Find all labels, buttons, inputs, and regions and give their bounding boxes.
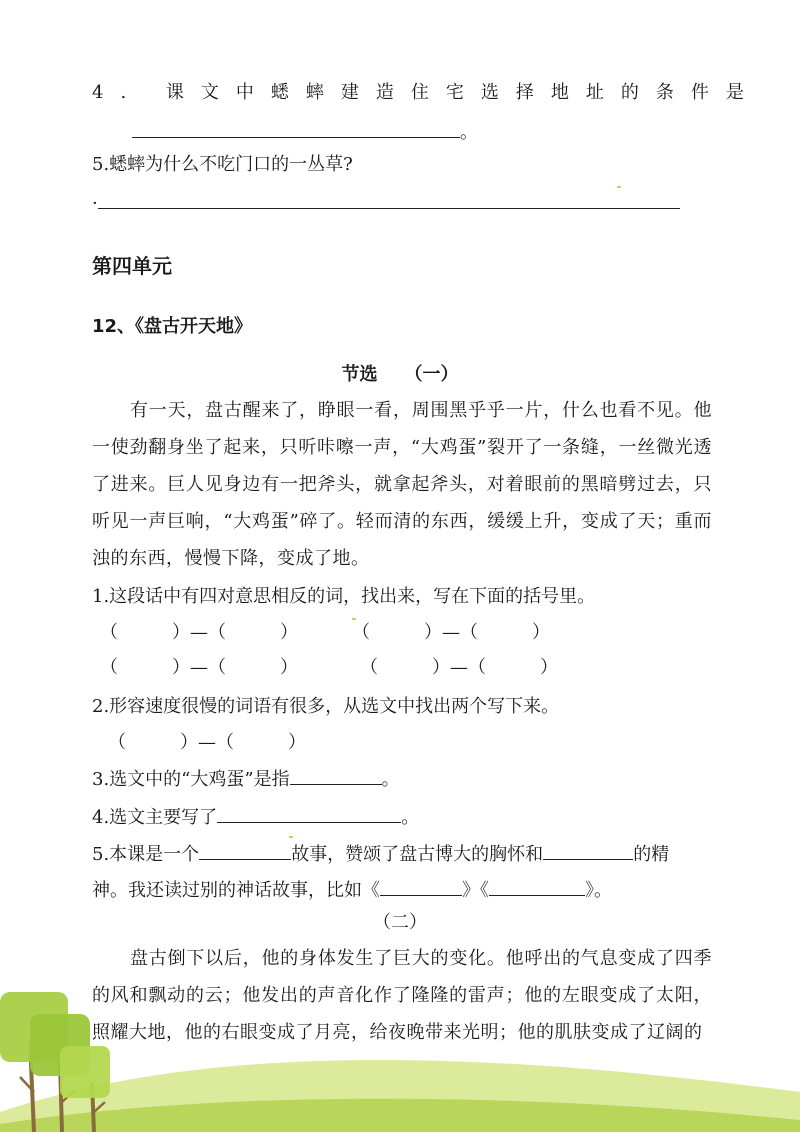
answer-blank [380,877,462,896]
answer-blank [489,877,585,896]
q4-text: 4.选文主要写了 [92,807,218,828]
speck [352,618,356,620]
s1-question-1: 1.这段话中有四对意思相反的词，找出来，写在下面的括号里。 [92,586,596,607]
q5-text-a: 5.本课是一个 [92,844,200,865]
s1-question-4 [92,803,419,829]
q5-text-d: 神。我还读过别的神话故事，比如《 [92,880,380,901]
q5-text-e: 》《 [462,880,489,901]
question-5-text: 5.蟋蟀为什么不吃门口的一丛草? [92,154,353,175]
question-4-end: 。 [460,122,478,143]
q5-text-c: 的精 [633,844,670,865]
antonym-pair-3: （ ）—（ ） [100,657,298,678]
question-4-answer-line [132,118,478,144]
answer-prefix-dot: · [92,193,98,214]
unit-title: 第四单元 [92,254,172,278]
tree-hill-decoration-icon [0,942,800,1132]
speck [289,836,293,838]
section-2-paragraph: 盘古倒下以后，他的身体发生了巨大的变化。他呼出的气息变成了四季的风和飘动的云；他发出的声音化作了隆隆的雷声；他的左眼变成了太阳，照耀大地，他的右眼变成了月亮，给夜晚带来光明；他的肌肤变成了辽阔的 [92,948,712,1043]
answer-blank [290,766,382,785]
question-4-text: 4. 课文中蟋蟀建造住宅选择地址的条件是 [92,82,761,103]
section-1-paragraph: 有一天，盘古醒来了，睁眼一看，周围黑乎乎一片，什么也看不见。他一使劲翻身坐了起来，只听咔嚓一声，“大鸡蛋”裂开了一条缝，一丝微光透了进来。巨人见身边有一把斧头，就拿起斧头，对着眼前的黑暗劈过去，只听见一声巨响，“大鸡蛋”碎了。轻而清的东西，缓缓上升，变成了天；重而浊的东西，慢慢下降，变成了地。 [92,400,712,569]
s1-question-5-cont [92,876,612,902]
q4-end: 。 [401,807,420,828]
answer-blank [217,804,401,823]
s1-question-3 [92,765,400,791]
answer-blank [543,841,633,860]
section-2-title: （二） [373,912,427,933]
antonym-pair-1: （ ）—（ ） [100,622,298,643]
q5-text-f: 》。 [585,880,612,901]
q5-text-b: 故事，赞颂了盘古博大的胸怀和 [291,844,544,865]
slow-words-pair: （ ）—（ ） [108,732,306,753]
q3-text: 3.选文中的“大鸡蛋”是指 [92,769,290,790]
speck [617,186,621,188]
section-1-title: 节选 （一） [341,364,459,385]
antonym-pair-2: （ ）—（ ） [352,622,550,643]
answer-blank [199,841,291,860]
antonym-pair-4: （ ）—（ ） [360,657,558,678]
lesson-title: 12、《盘古开天地》 [92,316,253,337]
answer-blank [132,119,460,138]
q3-end: 。 [381,769,400,790]
question-5-answer-line [92,190,680,214]
s1-question-5 [92,840,669,866]
s1-question-2: 2.形容速度很慢的词语有很多，从选文中找出两个写下来。 [92,696,560,717]
tree-canopy [60,1046,110,1098]
answer-blank [98,190,680,209]
